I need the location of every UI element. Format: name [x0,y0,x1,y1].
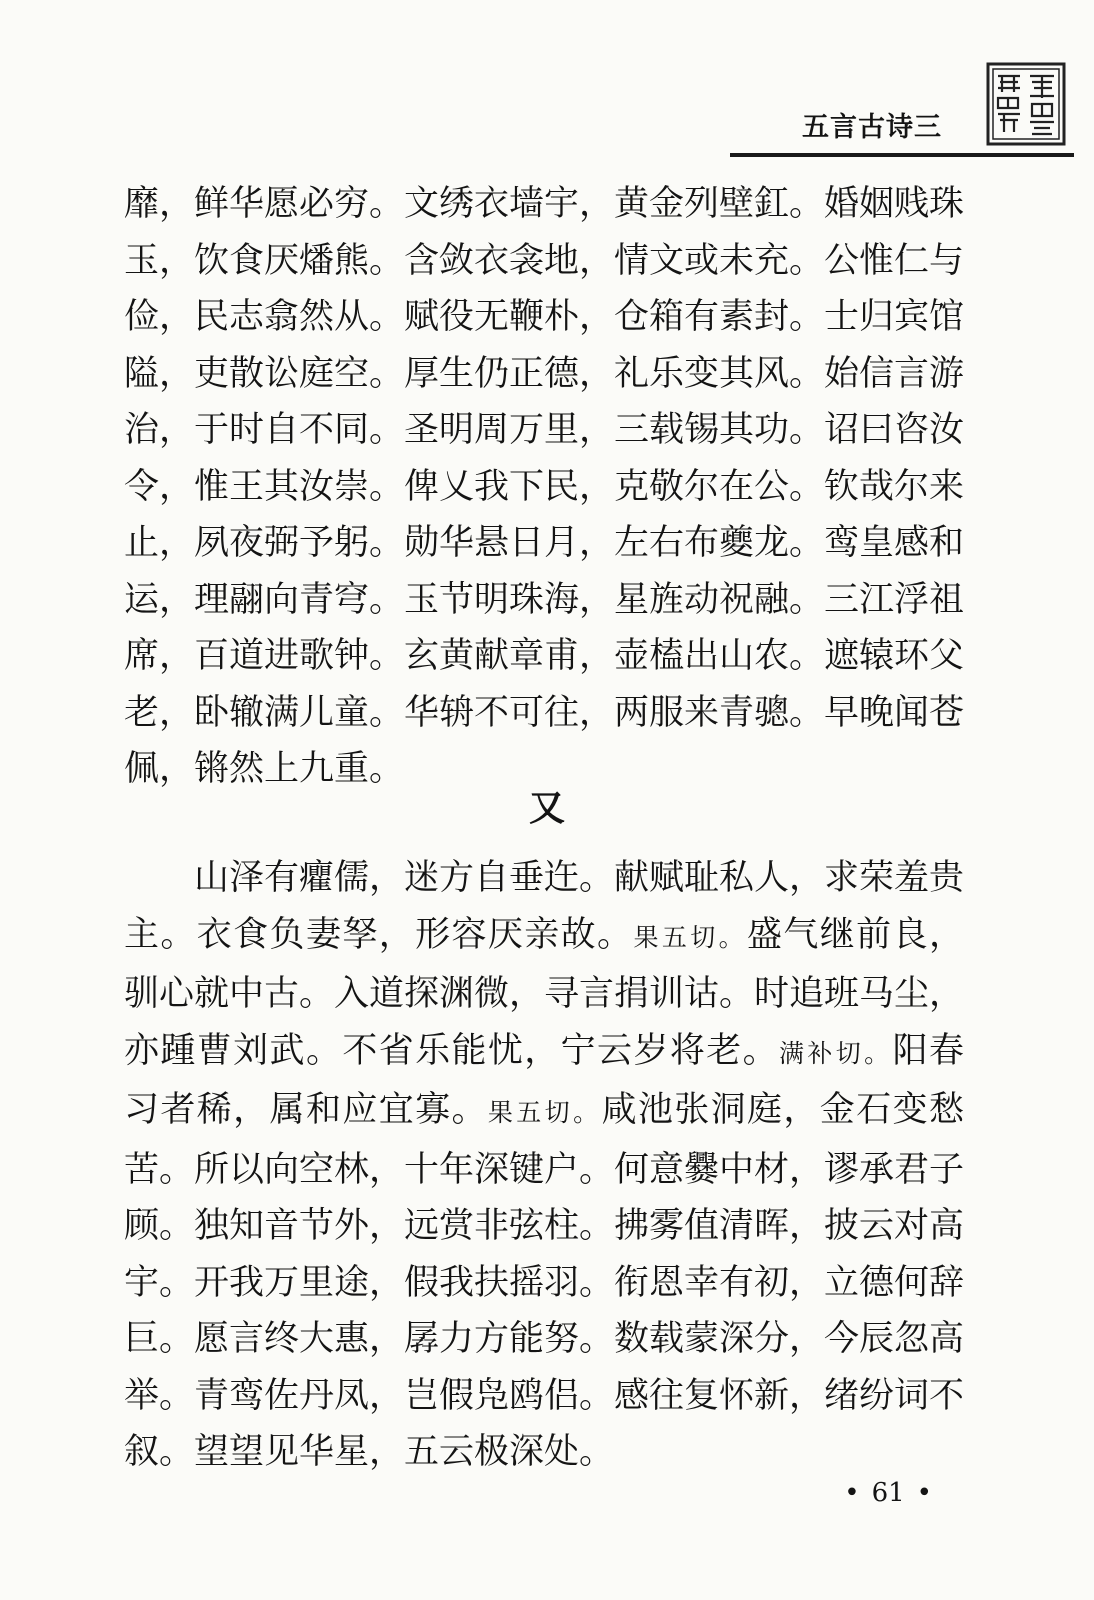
poem-2-body-part: 盛气继前良，驯心就中古。入道探渊微，寻言捐训诂。时追班马尘，亦踵曹刘武。不省乐能忧，宁云岁将老。 [124,914,965,1071]
pronunciation-note: 果五切。 [633,922,748,952]
poem-1-body: 靡，鲜华愿必穷。文绣衣墙宇，黄金列壁釭。婚姻贱珠玉，饮食厌燔熊。含敛衣衾地，情文或未充。公惟仁与俭，民志翕然从。赋役无鞭朴，仓箱有素封。士归宾馆隘，吏散讼庭空。厚生仍正德，礼乐变其风。始信言游治，于时自不同。圣明周万里，三载锡其功。诏曰咨汝令，惟王其汝崇。俾乂我下民，克敬尔在公。钦哉尔来止，夙夜弼予躬。勋华悬日月，左右布夔龙。鸾皇感和运，理翮向青穹。玉节明珠海，星旌动祝融。三江浮祖席，百道进歌钟。玄黄献章甫，壶榼出山农。遮辕环父老，卧辙满儿童。华辀不可往，两服来青骢。早晚闻苍佩，锵然上九重。 [124,184,965,789]
seal-stamp-icon [986,62,1066,146]
pronunciation-note: 果五切。 [487,1098,602,1127]
poem-2-text [124,850,964,1481]
header-rule [730,153,1074,157]
poem-2-body-part: 山泽有癯儒，迷方自垂迕。献赋耻私人，求荣羞贵主。衣食负妻孥，形容厌亲故。 [124,858,965,955]
poem-2-title: 又 [528,787,565,829]
page-number: 61 [871,1478,905,1508]
page-number-footer [0,1478,1094,1508]
bullet-right: • [916,1478,932,1508]
poem-1-text [124,176,964,798]
poem-2-body-part: 阳春习者稀，属和应宜寡。 [124,1030,964,1130]
pronunciation-note: 满补切。 [779,1038,893,1068]
section-title: 五言古诗三 [802,112,942,143]
page-header [730,58,1074,158]
poem-2-body-part: 咸池张洞庭，金石变愁苦。所以向空林，十年深键户。何意爨中材，谬承君子顾。独知音节外，远赏非弦柱。拂雾值清晖，披云对高宇。开我万里途，假我扶摇羽。衔恩幸有初，立德何辞巨。愿言终大惠，孱力方能努。数载蒙深分，今辰忽高举。青鸾佐丹凤，岂假凫鸥侣。感往复怀新，绪纷词不叙。望望见华星，五云极深处。 [124,1090,965,1472]
bullet-left: • [844,1478,860,1508]
